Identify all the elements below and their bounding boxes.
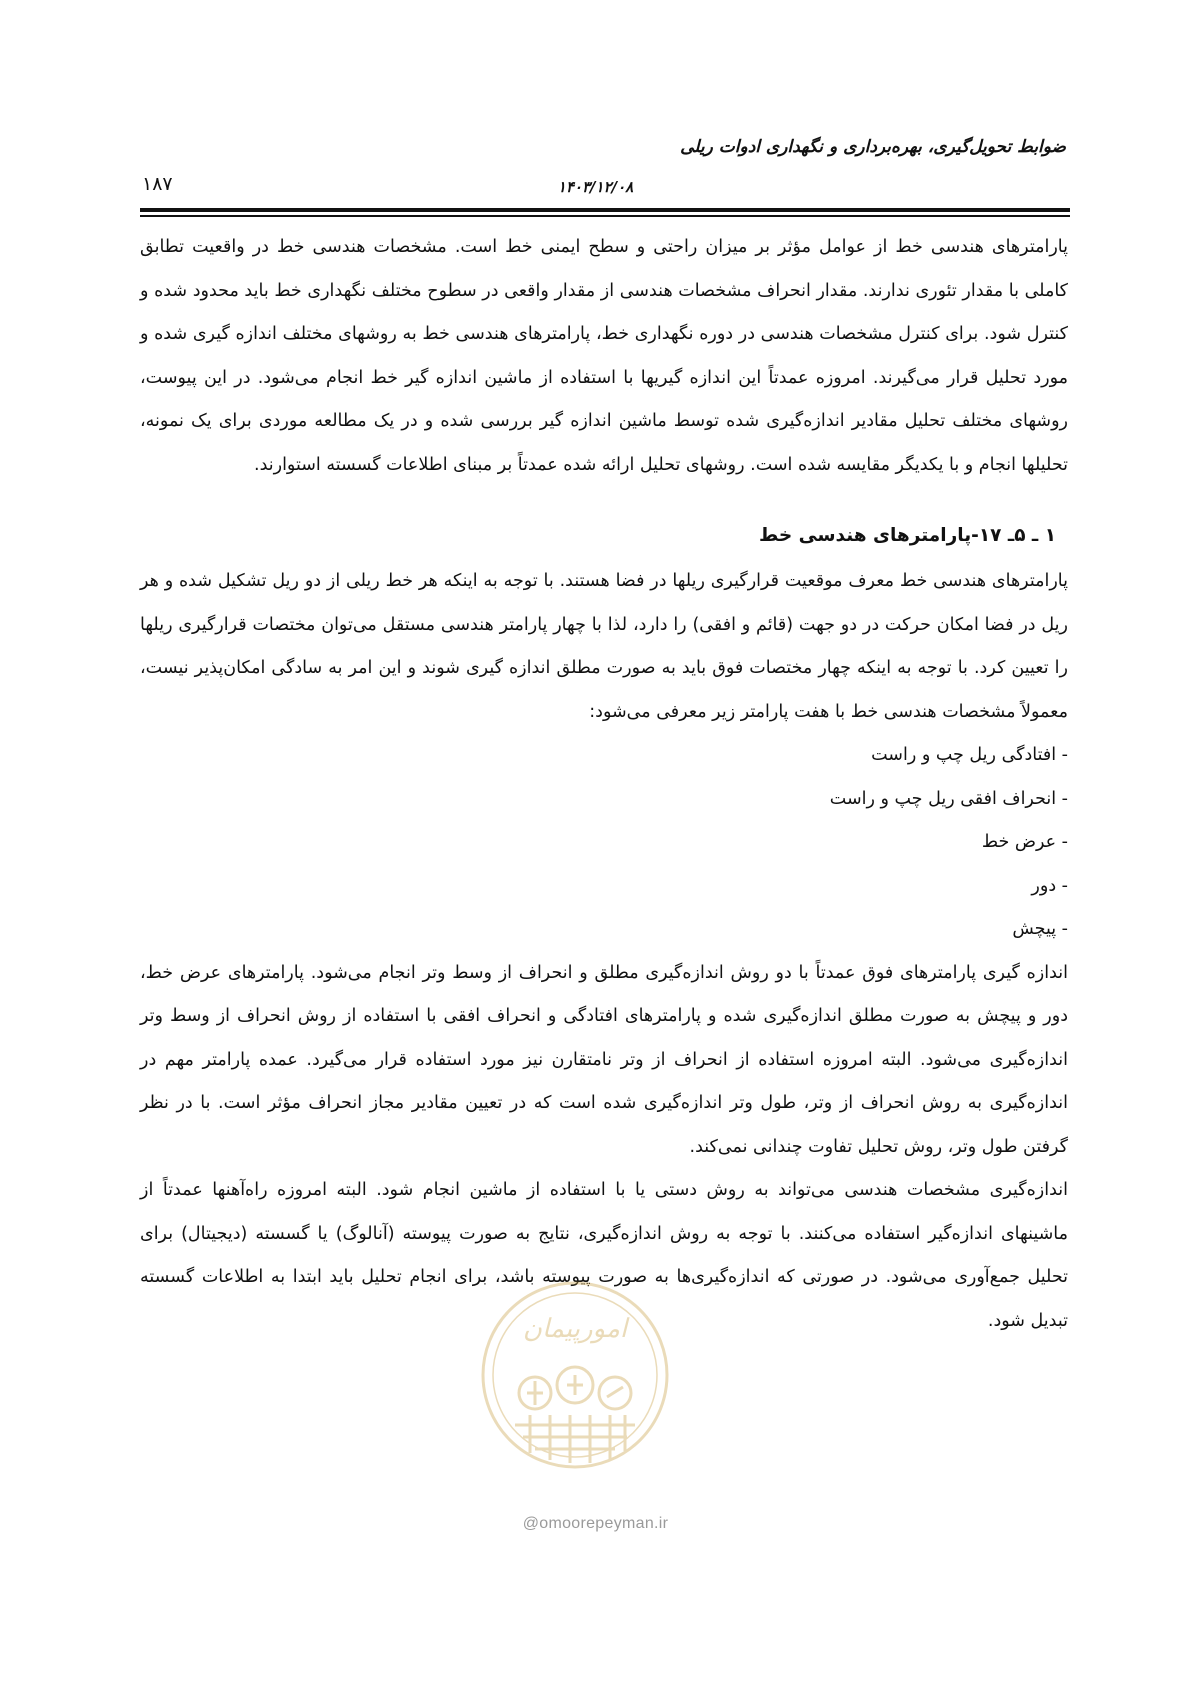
running-title: ضوابط تحویل‌گیری، بهره‌برداری و نگهداری ادوات ریلی	[680, 137, 1066, 157]
measurement-paragraph: اندازه گیری پارامترهای فوق عمدتاً با دو روش اندازه‌گیری مطلق و انحراف از وسط وتر انجام می‌شود. پارامترهای عرض خط، دور و پیچش به صورت مطلق اندازه‌گیری شده و پارامترهای افتادگی و انحراف افقی با استفاده از روش انحراف از وسط وتر اندازه‌گیری می‌شود. البته امروزه استفاده از انحراف از وتر نامتقارن نیز مورد استفاده قرار می‌گیرد. عمده پارامتر مهم در اندازه‌گیری به روش انحراف از وتر، طول وتر اندازه‌گیری شده است که در تعیین مقادیر مجاز انحراف مؤثر است. با در نظر گرفتن طول وتر، روش تحلیل تفاوت چندانی نمی‌کند.	[140, 962, 1068, 1157]
parameter-item: - افتادگی ریل چپ و راست	[871, 745, 1068, 765]
watermark-seal-icon	[475, 1275, 675, 1485]
header-rule-thin	[140, 215, 1070, 217]
parameter-item: - انحراف افقی ریل چپ و راست	[829, 788, 1068, 809]
page-number: ۱۸۷	[142, 173, 173, 195]
watermark-seal-text: امورپیمان	[522, 1314, 628, 1344]
body-text	[140, 226, 1068, 1343]
watermark-site: @omoorepeyman.ir	[522, 1515, 669, 1532]
method-paragraph: اندازه‌گیری مشخصات هندسی می‌تواند به روش دستی یا با استفاده از ماشین انجام شود. البته امروزه راه‌آهنها عمدتاً از ماشینهای اندازه‌گیر استفاده می‌کنند. با توجه به روش اندازه‌گیری، نتایج به صورت پیوسته (آنالوگ) یا گسسته (دیجیتال) برای تحلیل جمع‌آوری می‌شود. در صورتی که اندازه‌گیری‌ها به صورت پیوسته باشد، برای انجام تحلیل باید ابتدا به اطلاعات گسسته تبدیل شود.	[140, 1180, 1068, 1331]
parameter-item: - پیچش	[1012, 919, 1068, 939]
parameter-item: - دور	[1031, 875, 1068, 896]
header-rule-thick	[140, 208, 1070, 212]
section-paragraph: پارامترهای هندسی خط معرف موقعیت قرارگیری ریلها در فضا هستند. با توجه به اینکه هر خط ریلی از دو ریل تشکیل شده و هر ریل در فضا امکان حرکت در دو جهت (قائم و افقی) را دارد، لذا با چهار پارامتر هندسی مستقل می‌توان مختصات قرارگیری ریلها را تعیین کرد. با توجه به اینکه چهار مختصات فوق باید به صورت مطلق اندازه گیری شوند و این امر به سادگی امکان‌پذیر نیست، معمولاً مشخصات هندسی خط با هفت پارامتر زیر معرفی می‌شود:	[140, 571, 1068, 722]
issue-date: ۱۴۰۳/۱۲/۰۸	[557, 178, 634, 196]
intro-paragraph: پارامترهای هندسی خط از عوامل مؤثر بر میزان راحتی و سطح ایمنی خط است. مشخصات هندسی خط در واقعیت تطابق کاملی با مقدار تئوری ندارند. مقدار انحراف مشخصات هندسی از مقدار واقعی در سطوح مختلف نگهداری خط باید محدود شده و کنترل شود. برای کنترل مشخصات هندسی در دوره نگهداری خط، پارامترهای هندسی خط به روشهای مختلف اندازه گیری شده و مورد تحلیل قرار می‌گیرند. امروزه عمدتاً این اندازه گیریها با استفاده از ماشین اندازه گیر خط انجام می‌شود. در این پیوست، روشهای مختلف تحلیل مقادیر اندازه‌گیری شده توسط ماشین اندازه گیر بررسی شده و در یک مطالعه موردی برای یک نمونه، تحلیلها انجام و با یکدیگر مقایسه شده است. روشهای تحلیل ارائه شده عمدتاً بر مبنای اطلاعات گسسته استوارند.	[140, 237, 1068, 475]
parameter-item: - عرض خط	[981, 832, 1068, 852]
section-heading: ۱ ـ ۵ـ ۱۷-پارامترهای هندسی خط	[759, 525, 1056, 546]
